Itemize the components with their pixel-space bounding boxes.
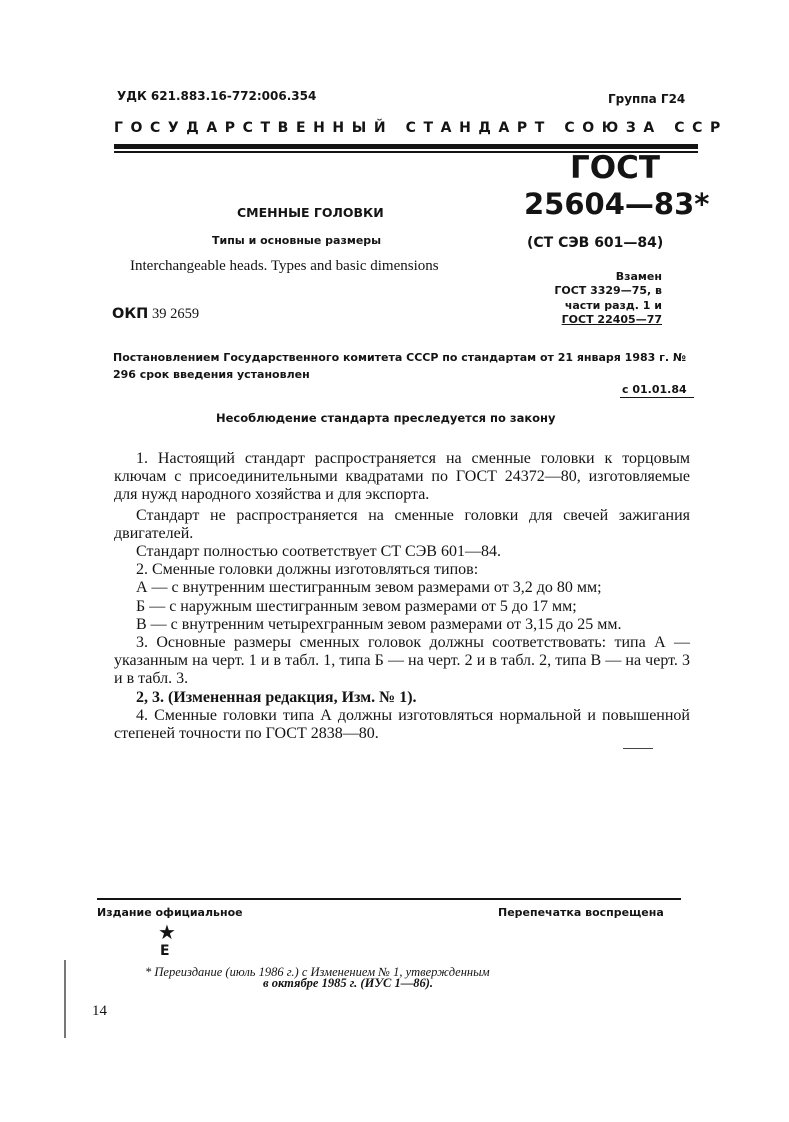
replaces-block (500, 270, 662, 327)
reissue-note: * Переиздание (июль 1986 г.) с Изменением № 1, утвержденным (145, 965, 490, 979)
replaces-line: Взамен (615, 270, 662, 283)
body-paragraph: Стандарт не распространяется на сменные головки для свечей зажигания двигателей. (114, 506, 690, 542)
effective-date: с 01.01.84 (622, 383, 687, 396)
law-notice: Несоблюдение стандарта преследуется по закону (216, 411, 556, 425)
body-paragraph: А — с внутренним шестигранным зевом размерами от 3,2 до 80 мм; (136, 579, 602, 597)
replaces-line: ГОСТ 22405—77 (561, 312, 662, 326)
cmea-reference: (СТ СЭВ 601—84) (527, 235, 664, 251)
document-title: СМЕННЫЕ ГОЛОВКИ (237, 205, 384, 220)
body-paragraph: 4. Сменные головки типа А должны изготовляться нормальной и повышенной степеней точности по ГОСТ 2838—80. (114, 706, 690, 743)
body-paragraph: В — с внутренним четырехгранным зевом размерами от 3,15 до 25 мм. (136, 615, 622, 633)
body-paragraph: 1. Настоящий стандарт распространяется на сменные головки к торцовым ключам с присоединительными квадратами по ГОСТ 24372—80, изготовляемые для нужд народного хозяйства и для экспорта. (114, 450, 690, 504)
scan-margin-line (64, 960, 66, 1038)
standard-body (114, 450, 690, 743)
okp-label: ОКП (112, 306, 149, 322)
state-standard-heading: ГОСУДАРСТВЕННЫЙ СТАНДАРТ СОЮЗА ССР (114, 120, 728, 136)
okp-value: 39 2659 (151, 306, 200, 322)
date-underline (620, 397, 694, 398)
english-title: Interchangeable heads. Types and basic dimensions (130, 258, 439, 274)
udk-code: УДК 621.883.16-772:006.354 (117, 89, 317, 103)
decree-text: Постановлением Государственного комитета СССР по стандартам от 21 января 1983 г. № 296 срок введения установлен (113, 351, 687, 381)
body-paragraph: Стандарт полностью соответствует СТ СЭВ 601—84. (136, 543, 501, 561)
document-subtitle: Типы и основные размеры (212, 234, 382, 247)
amendment-note: 2, 3. (Измененная редакция, Изм. № 1). (136, 688, 417, 706)
stray-mark (623, 748, 653, 749)
official-edition: Издание официальное (97, 906, 243, 919)
gost-number: 25604—83* (524, 187, 710, 221)
okp-code (112, 306, 199, 323)
star-icon: ★ (158, 922, 176, 944)
body-paragraph: 2. Сменные головки должны изготовляться типов: (136, 561, 479, 579)
e-mark: Е (160, 943, 170, 959)
body-paragraph: Б — с наружным шестигранным зевом размерами от 5 до 17 мм; (136, 597, 577, 615)
page-number: 14 (92, 1003, 107, 1019)
header-rule-thick (114, 144, 698, 149)
reissue-note-date: в октябре 1985 г. (ИУС 1—86). (263, 976, 434, 990)
replaces-line: части разд. 1 и (564, 298, 662, 312)
body-paragraph: 3. Основные размеры сменных головок должны соответствовать: типа А — указанным на черт. 1 и в табл. 1, типа Б — на черт. 2 и в табл. 2, типа В — на черт. 3 и в табл. 3. (114, 634, 690, 688)
gost-label: ГОСТ (570, 150, 661, 186)
footer-rule (97, 898, 681, 900)
replaces-line: ГОСТ 3329—75, в (554, 284, 662, 298)
group-code: Группа Г24 (608, 92, 686, 106)
reprint-prohibited: Перепечатка воспрещена (498, 906, 664, 919)
